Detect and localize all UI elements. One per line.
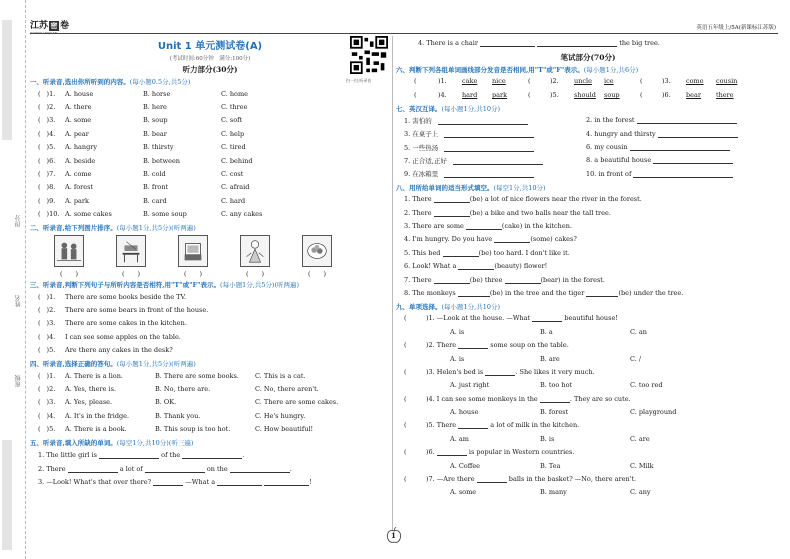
option-b[interactable]: B. There are some books. [155, 371, 239, 380]
logo-text: 江苏 [30, 21, 49, 31]
list-item: ( )1. There are some books beside the TV. [38, 292, 187, 301]
section-3-list [30, 290, 390, 357]
section-3-note: (每小题1分,共5分)(听两遍) [220, 280, 300, 289]
answer-bracket[interactable]: ( ) [59, 269, 79, 278]
blank[interactable] [458, 421, 488, 429]
option-c[interactable]: C. cost [221, 170, 244, 179]
bears-picture-icon [54, 235, 84, 267]
blank[interactable] [458, 262, 494, 270]
list-item: 8. The monkeys (be) in the tree and the tiger (be) under the tree. [404, 288, 684, 297]
list-item: 7. There (be) three (bear) in the forest. [404, 275, 605, 284]
option-c[interactable]: C. home [221, 89, 248, 98]
blank[interactable] [466, 222, 502, 230]
option-a[interactable]: A. am [450, 434, 469, 443]
blank[interactable] [480, 39, 535, 47]
option-c[interactable]: C. any cakes [221, 210, 263, 219]
option-b[interactable]: B. OK. [155, 398, 177, 407]
option-a[interactable]: A. forest [65, 183, 94, 192]
option-b[interactable]: B. forest [540, 408, 569, 417]
grade-info: 英语五年级上/5A(新课标江苏版) [696, 25, 776, 31]
option-b[interactable]: B. thirsty [143, 143, 174, 152]
logo-tile: 密 [50, 21, 58, 30]
blank[interactable] [637, 116, 737, 124]
blank[interactable] [630, 143, 730, 151]
writing-part-title: 笔试部分(70分) [560, 52, 616, 62]
list-item: ( )2. A. there B. here C. three [30, 100, 390, 113]
mc-question [396, 392, 780, 419]
list-item: 5. 一些热汤 6. my cousin [396, 140, 780, 153]
class-label: 班级 [15, 375, 22, 387]
option-a[interactable]: A. There is a book. [65, 425, 127, 434]
list-item: 7. 正合适,正好 8. a beautiful house [396, 154, 780, 167]
option-a[interactable]: A. Yes, please. [65, 398, 113, 407]
header-rule [30, 33, 778, 34]
section-8-list [396, 193, 780, 300]
option-a[interactable]: A. come [65, 170, 92, 179]
option-b[interactable]: B. here [143, 103, 167, 112]
section-7-heading [396, 104, 780, 113]
option-c[interactable]: C. There are some cakes. [255, 398, 339, 407]
option-a[interactable]: A. It's in the fridge. [65, 411, 130, 420]
section-1-title: 一、听录音,选出你所听到的内容。 [30, 78, 130, 86]
blank[interactable] [653, 156, 733, 164]
list-item: ( )9. A. park B. card C. hard [30, 194, 390, 207]
blank[interactable] [434, 276, 470, 284]
blank[interactable] [540, 395, 570, 403]
blank[interactable] [458, 341, 488, 349]
list-item: ( )3. There are some cakes in the kitchen. [38, 319, 187, 328]
listening-part-title: 听力部分(30分) [182, 65, 238, 74]
option-b[interactable]: B. cold [143, 170, 166, 179]
blank[interactable] [182, 451, 242, 459]
mc-options [396, 432, 780, 445]
option-b[interactable]: B. many [540, 488, 567, 497]
mc-stem: ( )2. There some soup on the table. [404, 341, 569, 350]
section-5-title: 五、听录音,填入所缺的单词。 [30, 438, 117, 447]
exam-title: Unit 1 单元测试卷(A) [157, 41, 263, 52]
list-item: ( )5. A. hangry B. thirsty C. tired [30, 141, 390, 154]
list-item: ( )6. A. beside B. between C. behind [30, 154, 390, 167]
cake-table-picture-icon [116, 235, 146, 267]
qr-code-icon[interactable] [350, 36, 388, 74]
blank[interactable] [444, 130, 534, 138]
mc-question [396, 419, 780, 446]
section-1-heading [30, 77, 390, 86]
option-c[interactable]: C. tired [221, 143, 246, 152]
picture-answer-row [38, 269, 348, 278]
list-item: ( )1. A. There is a lion. B. There are some books. C. This is a cat. [38, 371, 306, 380]
section-4-list [30, 369, 390, 436]
section-6-heading [396, 65, 780, 74]
option-c[interactable]: C. behind [221, 156, 253, 165]
answer-bracket[interactable]: ( ) [183, 269, 203, 278]
option-a[interactable]: A. Yes, there is. [65, 384, 117, 393]
list-item: 3. 在桌子上 4. hungry and thirsty [396, 127, 780, 140]
option-a[interactable]: A. pear [65, 129, 89, 138]
option-c[interactable]: C. afraid [221, 183, 250, 192]
section-9-list [396, 312, 780, 499]
option-a[interactable]: A. hangry [65, 143, 98, 152]
page-number: 1 [391, 531, 396, 540]
option-c[interactable]: C. playground [630, 408, 677, 417]
blank[interactable] [438, 117, 528, 125]
option-b[interactable]: B. a [540, 327, 553, 336]
blank[interactable] [434, 209, 470, 217]
right-column [396, 36, 780, 499]
mc-stem: ( )4. I can see some monkeys in the . They are so cute. [404, 394, 631, 403]
option-c[interactable]: C. / [630, 354, 642, 363]
answer-bracket[interactable]: ( ) [307, 269, 327, 278]
list-item: 9. 在冰箱里 10. in front of [396, 167, 780, 180]
list-item: ( )4. I can see some apples on the table. [38, 332, 181, 341]
option-a[interactable]: A. some [65, 116, 92, 125]
list-item: 1. There (be) a lot of nice flowers near the river in the forest. [404, 195, 642, 204]
mc-stem: ( )5. There a lot of milk in the kitchen. [404, 421, 580, 430]
option-c[interactable]: C. No, there aren't. [255, 384, 319, 393]
option-b[interactable]: B. card [143, 196, 167, 205]
section-7-list [396, 114, 780, 181]
list-item: ( )4. A. It's in the fridge. B. Thank you. C. He's hungry. [38, 411, 306, 420]
list-item: 5. This bed (be) too hard. I don't like it. [404, 248, 570, 257]
blank[interactable] [537, 39, 617, 47]
blank[interactable] [99, 451, 159, 459]
option-b[interactable]: B. bear [143, 129, 167, 138]
section-5-heading [30, 438, 390, 447]
option-c[interactable]: C. are [630, 434, 650, 443]
section-5-note: (每空1分,共10分)(听三遍) [116, 438, 194, 447]
blank[interactable] [494, 235, 530, 243]
blank[interactable] [68, 465, 118, 473]
qr-caption: 扫一扫,听录音 [346, 78, 372, 83]
mc-question [396, 338, 780, 365]
mc-stem: ( )7. —Are there balls in the basket? —No, there aren't. [404, 475, 637, 484]
list-item: ( )2. A. Yes, there is. B. No, there are. C. No, there aren't. [38, 384, 319, 393]
list-item: ( )10. A. some cakes B. some soup C. any cakes [30, 208, 390, 221]
name-label: 姓名 [15, 295, 22, 307]
answer-bracket[interactable]: ( ) [245, 269, 265, 278]
option-c[interactable]: C. help [221, 129, 245, 138]
option-b[interactable]: B. soup [143, 116, 168, 125]
section-1-note: (每小题0.5分,共5分) [129, 78, 191, 86]
list-item: 1. 害怕的 2. in the forest [396, 114, 780, 127]
list-item: 6. Look! What a (beauty) flower! [404, 262, 548, 271]
blank[interactable] [264, 478, 309, 486]
logo-subtitle: JIANGSU MIJUAN [30, 31, 58, 35]
mc-stem: ( )3. Helen's bed is . She likes it very much. [404, 367, 595, 376]
binding-bar-bottom [2, 440, 12, 550]
option-b[interactable]: B. Thank you. [155, 411, 201, 420]
mc-question [396, 472, 780, 499]
blank[interactable] [532, 314, 562, 322]
option-b[interactable]: B. Tea [540, 461, 561, 470]
list-item: ( )5. A. There is a book. B. This soup is too hot. C. How beautiful! [38, 425, 314, 434]
blank[interactable] [458, 289, 490, 297]
binding-strip [0, 0, 26, 559]
list-item: ( )1. cake nice ( )2. uncle ice ( )3. come cousin [414, 77, 738, 86]
option-c[interactable]: C. How beautiful! [255, 425, 314, 434]
mc-options [396, 352, 780, 365]
section-9-title: 九、单项选择。 [396, 302, 442, 311]
option-a[interactable]: A. house [450, 408, 479, 417]
section-6-note: (每小题1分,共6分) [583, 65, 639, 74]
section-6-title: 六、判断下列各组单词画线部分发音是否相同,用"T"或"F"表示。 [396, 65, 584, 74]
option-c[interactable]: C. any [630, 488, 651, 497]
column-divider [392, 36, 393, 541]
tv-picture-icon [178, 235, 208, 267]
option-c[interactable]: C. too red [630, 381, 663, 390]
option-c[interactable]: C. He's hungry. [255, 411, 306, 420]
option-b[interactable]: B. are [540, 354, 560, 363]
mc-question [396, 365, 780, 392]
list-item: 3. There are some (cake) in the kitchen. [404, 222, 572, 230]
picture-row [38, 235, 348, 267]
list-item: ( )1. A. house B. horse C. home [30, 87, 390, 100]
blank[interactable] [153, 478, 183, 486]
fill-line-3: 3. —Look! What's that over there? —What a ! [38, 478, 312, 487]
list-item: ( )7. A. come B. cold C. cost [30, 167, 390, 180]
blank[interactable] [658, 130, 738, 138]
option-a[interactable]: A. is [450, 354, 465, 363]
blank[interactable] [633, 170, 733, 178]
mc-stem: ( )1. —Look at the house. —What beautiful house! [404, 314, 618, 323]
section-4-heading [30, 359, 390, 368]
mc-options [396, 379, 780, 392]
list-item: ( )2. There are some bears in front of the house. [38, 305, 209, 314]
blank[interactable] [485, 368, 515, 376]
blank[interactable] [477, 475, 507, 483]
blank[interactable] [453, 157, 543, 165]
option-a[interactable]: A. beside [65, 156, 96, 165]
list-item: ( )3. A. Yes, please. B. OK. C. There are some cakes. [38, 398, 339, 407]
option-c[interactable]: C. three [221, 103, 248, 112]
list-item: 4. I'm hungry. Do you have (some) cakes? [404, 235, 577, 244]
option-b[interactable]: B. This soup is too hot. [155, 425, 231, 434]
option-b[interactable]: B. front [143, 183, 169, 192]
option-c[interactable]: C. This is a cat. [255, 371, 306, 380]
binding-bar-top [2, 20, 12, 140]
blank[interactable] [586, 289, 618, 297]
option-b[interactable]: B. some soup [143, 210, 187, 219]
option-a[interactable]: A. just right [450, 381, 490, 390]
option-b[interactable]: B. No, there are. [155, 384, 211, 393]
mc-options [396, 459, 780, 472]
answer-bracket[interactable]: ( ) [121, 269, 141, 278]
fruit-bowl-picture-icon [302, 235, 332, 267]
option-a[interactable]: A. house [65, 89, 94, 98]
option-c[interactable]: C. hard [221, 196, 246, 205]
blank[interactable] [437, 448, 467, 456]
section-1-list [30, 87, 390, 221]
section-7-title: 七、英汉互译。 [396, 104, 442, 113]
option-a[interactable]: A. some [450, 488, 477, 497]
list-item: ( )4. hard park ( )5. should soup ( )6. bear there [414, 90, 734, 99]
option-a[interactable]: A. some cakes [65, 210, 112, 219]
list-item: ( )3. A. some B. soup C. soft [30, 114, 390, 127]
list-item: ( )8. A. forest B. front C. afraid [30, 181, 390, 194]
mc-options [396, 325, 780, 338]
section-4-title: 四、听录音,选择正确的答句。 [30, 359, 117, 368]
option-b[interactable]: B. horse [143, 89, 171, 98]
option-b[interactable]: B. between [143, 156, 180, 165]
section-8-note: (每空1分,共10分) [493, 183, 546, 192]
mc-options [396, 405, 780, 418]
option-c[interactable]: C. soft [221, 116, 243, 125]
section-3-title: 三、听录音,判断下列句子与所听内容是否相符,用"T"或"F"表示。 [30, 280, 221, 289]
section-7-note: (每小题1分,共10分) [441, 104, 501, 113]
option-a[interactable]: A. there [65, 103, 92, 112]
section-3-heading [30, 280, 390, 289]
option-c[interactable]: C. an [630, 327, 647, 336]
blank[interactable] [145, 465, 205, 473]
section-4-note: (每小题1分,共5分)(听两遍) [116, 359, 196, 368]
blank[interactable] [434, 195, 470, 203]
fill-line-1: 1. The little girl is of the . [38, 450, 245, 459]
blank[interactable] [505, 276, 541, 284]
section-2-heading [30, 223, 390, 232]
section-8-heading [396, 183, 780, 192]
option-a[interactable]: A. is [450, 327, 465, 336]
option-b[interactable]: B. too hot [540, 381, 573, 390]
girl-picture-icon [240, 235, 270, 267]
mc-question [396, 312, 780, 339]
option-a[interactable]: A. There is a lion. [65, 371, 123, 380]
section-2-note: (每小题1分,共5分)(听两遍) [116, 223, 196, 232]
blank[interactable] [217, 478, 262, 486]
option-b[interactable]: B. is [540, 434, 555, 443]
left-column [30, 36, 390, 489]
blank[interactable] [443, 249, 479, 257]
section-2-title: 二、听录音,给下列图片排序。 [30, 223, 117, 232]
mc-options [396, 486, 780, 499]
list-item: 2. There (be) a bike and two balls near the tall tree. [404, 208, 611, 217]
section-9-note: (每小题1分,共10分) [441, 302, 501, 311]
blank[interactable] [444, 170, 534, 178]
mc-stem: ( )6. is popular in Western countries. [404, 448, 575, 457]
option-a[interactable]: A. Coffee [450, 461, 481, 470]
fill-line-4: 4. There is a chair the big tree. [418, 38, 660, 47]
list-item: ( )5. Are there any cakes in the desk? [38, 346, 173, 355]
section-8-title: 八、用所给单词的适当形式填空。 [396, 183, 494, 192]
option-a[interactable]: A. park [65, 196, 89, 205]
blank[interactable] [230, 465, 290, 473]
fill-line-2: 2. There a lot of on the . [38, 464, 292, 473]
section-9-heading [396, 302, 780, 311]
option-c[interactable]: C. Milk [630, 461, 654, 470]
mc-question [396, 446, 780, 473]
blank[interactable] [444, 144, 534, 152]
logo-text2: 卷 [60, 21, 70, 31]
score-label: 得分 [15, 215, 22, 227]
exam-subtitle: (考试时间:60分钟 满分:100分) [169, 56, 251, 62]
list-item: ( )4. A. pear B. bear C. help [30, 127, 390, 140]
